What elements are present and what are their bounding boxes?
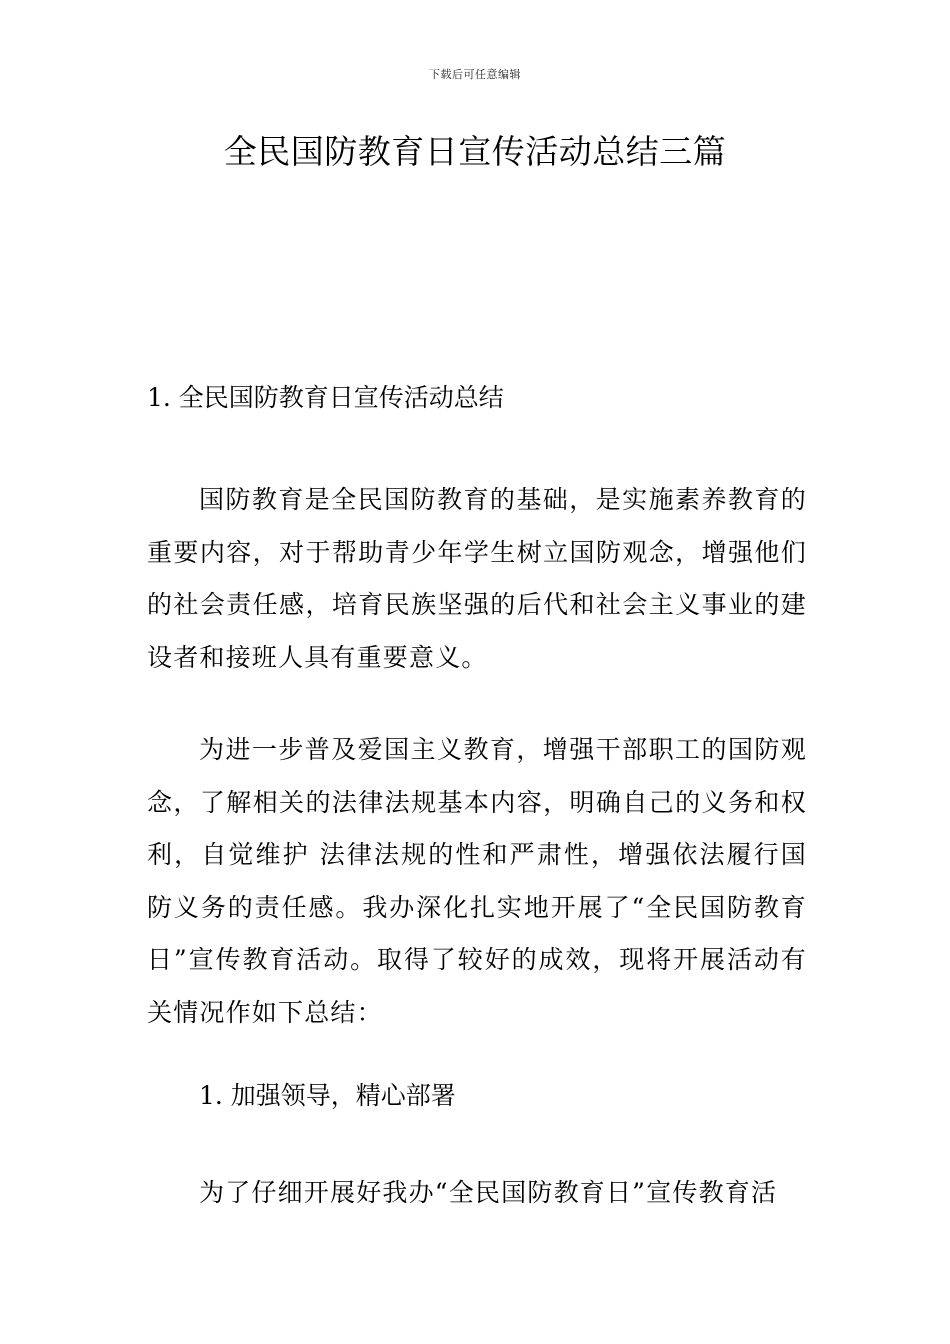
document-title: 全民国防教育日宣传活动总结三篇 — [223, 132, 727, 171]
paragraph: 为了仔细开展好我办“全民国防教育日”宣传教育活 — [199, 1178, 778, 1207]
header-note: 下载后可任意编辑 — [429, 68, 521, 81]
section-heading: 1. 全民国防教育日宣传活动总结 — [147, 383, 504, 412]
paragraph: 国防教育是全民国防教育的基础，是实施素养教育的重要内容，对于帮助青少年学生树立国防观念，增强他们的社会责任感，培育民族坚强的后代和社会主义事业的建设者和接班人具有重要意义。 — [147, 485, 807, 672]
paragraph: 为进一步普及爱国主义教育，增强干部职工的国防观念，了解相关的法律法规基本内容，明确自己的义务和权利，自觉维护 法律法规的性和严肃性，增强依法履行国防义务的责任感。我办深化扎实地开展了“全民国防教育日”宣传教育活动。取得了较好的成效，现将开展活动有关情况作如下总结： — [147, 735, 807, 1027]
subheading: 1. 加强领导，精心部署 — [199, 1081, 456, 1110]
